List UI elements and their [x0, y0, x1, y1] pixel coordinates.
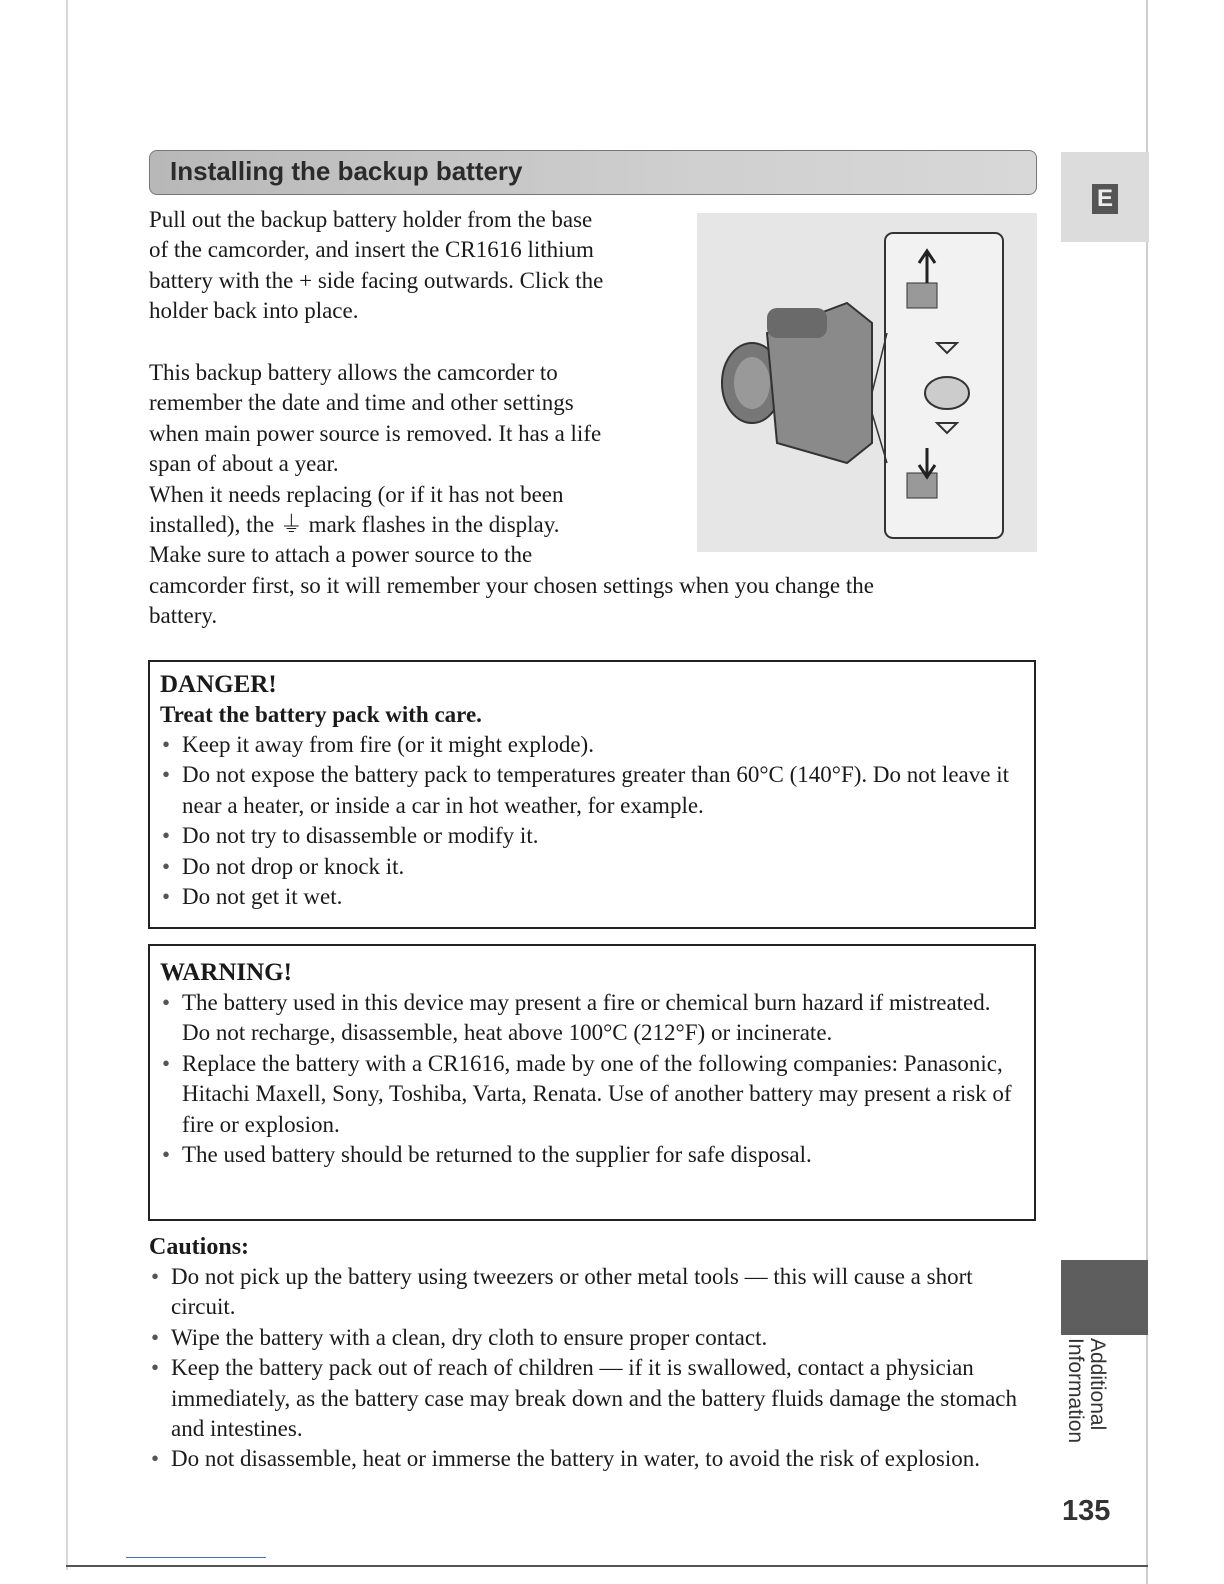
caution-item: • Do not pick up the battery using tweezers or other metal tools — this will cause a short circuit.: [149, 1262, 1039, 1323]
warning-title: WARNING!: [160, 959, 292, 986]
danger-subtitle: Treat the battery pack with care.: [160, 702, 482, 727]
danger-box: [148, 660, 1036, 929]
caution-item: • Do not disassemble, heat or immerse the battery in water, to avoid the risk of explosion.: [149, 1444, 1039, 1474]
text-line: holder back into place.: [149, 298, 359, 324]
section-title: Installing the backup battery: [170, 156, 523, 186]
text-line: battery with the + side facing outwards. Click the: [149, 267, 604, 293]
intro-paragraph-1: [149, 205, 603, 327]
text-line: battery.: [149, 603, 218, 629]
warning-item: • Replace the battery with a CR1616, made by one of the following companies: Panasonic, Hitachi Maxell, Sony, Toshiba, Varta, Renata. Use of another battery may present a risk of fire or explosion.: [150, 1049, 1024, 1140]
text-line: camcorder first, so it will remember your chosen settings when you change the: [149, 572, 874, 598]
text-line: of the camcorder, and insert the CR1616 lithium: [149, 237, 594, 263]
danger-item: • Keep it away from fire (or it might explode).: [150, 730, 1034, 760]
warning-box: [148, 944, 1036, 1221]
chapter-tab: [1061, 1260, 1148, 1335]
chapter-label: [1064, 1338, 1108, 1443]
text-line: When it needs replacing (or if it has not been: [149, 481, 564, 507]
page-edge-left: [66, 0, 68, 1570]
page-number: 135: [1062, 1495, 1111, 1527]
footer-rule: [126, 1557, 266, 1558]
section-header: [149, 150, 1037, 195]
language-tab-letter: E: [1092, 184, 1118, 214]
danger-title: DANGER!: [160, 671, 277, 698]
cautions-title: Cautions:: [149, 1234, 250, 1260]
text-line: installed), the ⏚ mark flashes in the display.: [149, 512, 560, 538]
caution-item: • Wipe the battery with a clean, dry cloth to ensure proper contact.: [149, 1323, 1039, 1353]
text-line: This backup battery allows the camcorder to: [149, 360, 558, 385]
text-line: remember the date and time and other settings: [149, 390, 574, 416]
chapter-label-line-1: Additional: [1086, 1338, 1109, 1431]
chapter-label-line-2: Information: [1064, 1338, 1087, 1444]
text-line: Make sure to attach a power source to the: [149, 542, 533, 568]
cautions-section: [149, 1232, 1039, 1475]
text-line: Pull out the backup battery holder from the base: [149, 207, 593, 232]
caution-item: • Keep the battery pack out of reach of children — if it is swallowed, contact a physician immediately, as the battery case may break down and the battery fluids damage the stomach and intestines.: [149, 1353, 1039, 1444]
camcorder-battery-illustration: [697, 213, 1037, 552]
language-tab: [1061, 152, 1149, 242]
danger-item: • Do not drop or knock it.: [150, 852, 1034, 882]
warning-item: • The used battery should be returned to the supplier for safe disposal.: [150, 1140, 1024, 1170]
danger-item: • Do not get it wet.: [150, 882, 1034, 912]
text-line: span of about a year.: [149, 451, 339, 477]
text-line: when main power source is removed. It has a life: [149, 420, 602, 446]
warning-item: • The battery used in this device may present a fire or chemical burn hazard if mistreated. Do not recharge, disassemble, heat above 100°C (212°F) or incinerate.: [150, 988, 1024, 1049]
danger-item: • Do not expose the battery pack to temperatures greater than 60°C (140°F). Do not leave it near a heater, or inside a car in hot weather, for example.: [150, 760, 1034, 821]
page-edge-bottom: [66, 1565, 1148, 1567]
danger-item: • Do not try to disassemble or modify it.: [150, 821, 1034, 851]
